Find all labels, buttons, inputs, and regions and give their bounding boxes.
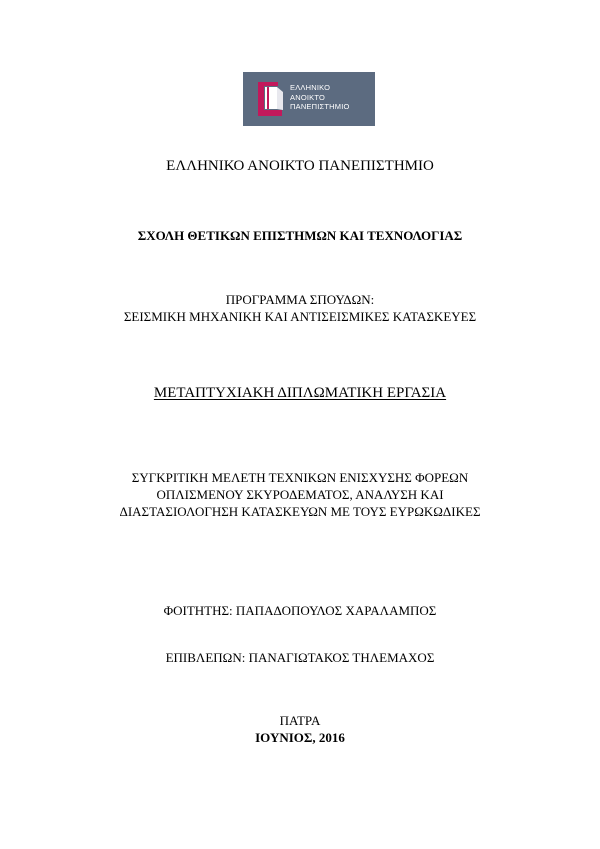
thesis-title-line: ΔΙΑΣΤΑΣΙΟΛΟΓΗΣΗ ΚΑΤΑΣΚΕΥΩΝ ΜΕ ΤΟΥΣ ΕΥΡΩΚΩΔΙΚΕΣ <box>119 504 481 519</box>
school-name: ΣΧΟΛΗ ΘΕΤΙΚΩΝ ΕΠΙΣΤΗΜΩΝ ΚΑΙ ΤΕΧΝΟΛΟΓΙΑΣ <box>137 228 463 243</box>
city: ΠΑΤΡΑ <box>279 713 321 728</box>
thesis-title-line: ΣΥΓΚΡΙΤΙΚΗ ΜΕΛΕΤΗ ΤΕΧΝΙΚΩΝ ΕΝΙΣΧΥΣΗΣ ΦΟΡΕΩΝ <box>131 470 469 485</box>
student-name: ΦΟΙΤΗΤΗΣ: ΠΑΠΑΔΟΠΟΥΛΟΣ ΧΑΡΑΛΑΜΠΟΣ <box>163 603 437 618</box>
program-label: ΠΡΟΓΡΑΜΜΑ ΣΠΟΥΔΩΝ: <box>225 292 375 307</box>
university-name: ΕΛΛΗΝΙΚΟ ΑΝΟΙΚΤΟ ΠΑΝΕΠΙΣΤΗΜΙΟ <box>166 158 434 174</box>
thesis-type-heading: ΜΕΤΑΠΤΥΧΙΑΚΗ ΔΙΠΛΩΜΑΤΙΚΗ ΕΡΓΑΣΙΑ <box>153 385 447 401</box>
supervisor-name: ΕΠΙΒΛΕΠΩΝ: ΠΑΝΑΓΙΩΤΑΚΟΣ ΤΗΛΕΜΑΧΟΣ <box>165 650 435 665</box>
logo-line: ΕΛΛΗΝΙΚΟ <box>290 83 331 92</box>
date: ΙΟΥΝΙΟΣ, 2016 <box>255 730 345 745</box>
program-name: ΣΕΙΣΜΙΚΗ ΜΗΧΑΝΙΚΗ ΚΑΙ ΑΝΤΙΣΕΙΣΜΙΚΕΣ ΚΑΤΑΣΚΕΥΕΣ <box>123 309 477 324</box>
logo-line: ΑΝΟΙΚΤΟ <box>290 92 326 102</box>
logo-text <box>290 83 350 112</box>
university-logo <box>243 72 375 126</box>
logo-line: ΠΑΝΕΠΙΣΤΗΜΙΟ <box>290 102 350 111</box>
book-icon <box>256 80 286 118</box>
thesis-title-line: ΟΠΛΙΣΜΕΝΟΥ ΣΚΥΡΟΔΕΜΑΤΟΣ, ΑΝΑΛΥΣΗ ΚΑΙ <box>156 487 444 502</box>
